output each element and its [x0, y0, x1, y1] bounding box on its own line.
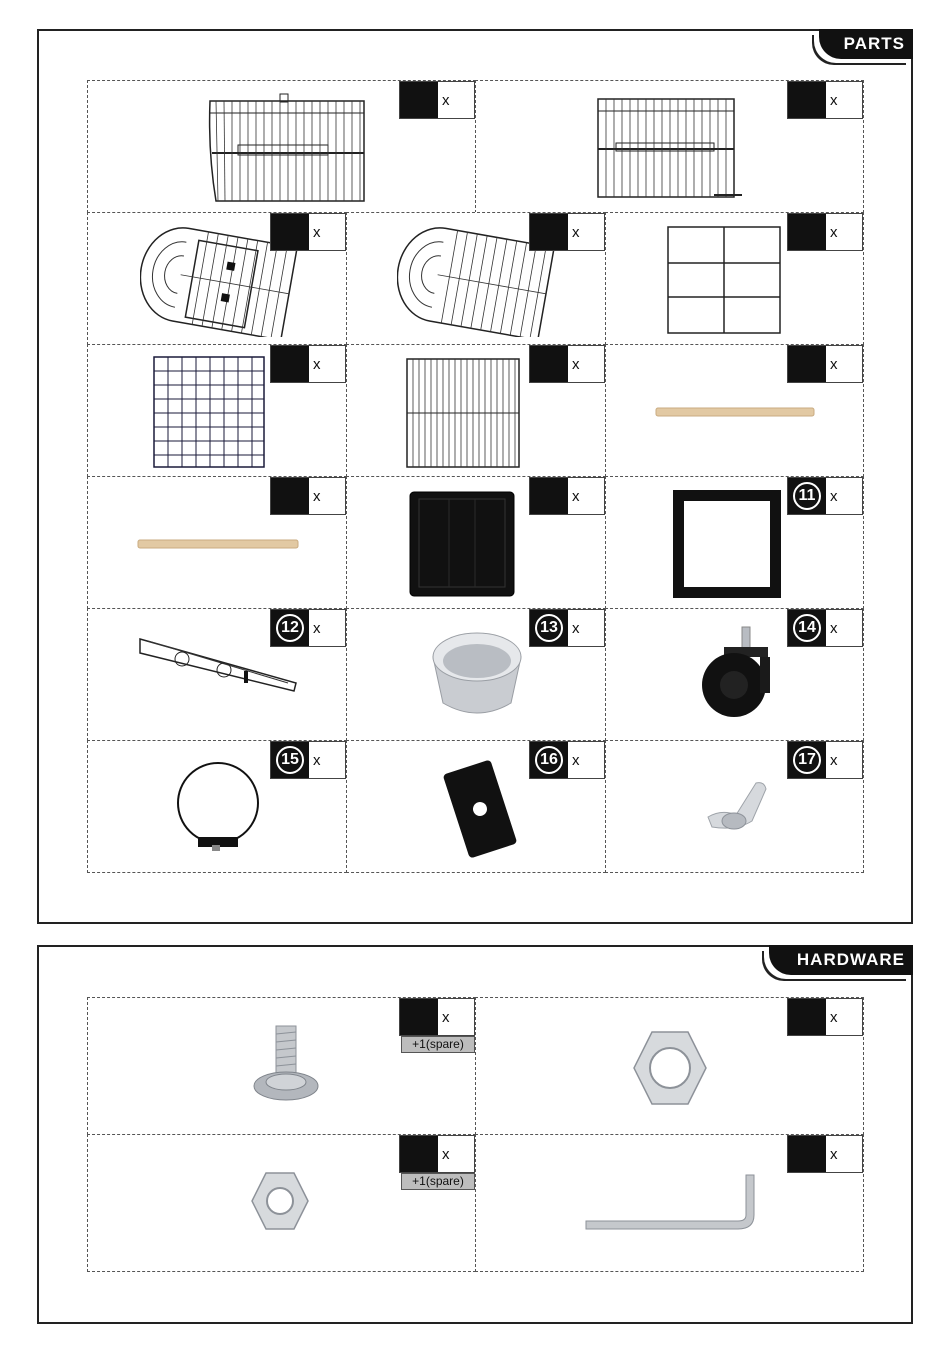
hardware-label-4: [787, 1135, 863, 1173]
hardware-cell-4: [475, 1134, 864, 1272]
part-label-11: [787, 477, 863, 515]
part-cell-8: [605, 344, 864, 477]
part-number-badge: [530, 478, 568, 514]
part-number-badge: [788, 346, 826, 382]
part-label-10: [529, 477, 605, 515]
hardware-qty: x: [442, 1008, 450, 1026]
part-number-badge: 16: [530, 742, 568, 778]
part-qty: x: [830, 487, 838, 505]
part-cell-12: [87, 608, 347, 741]
top-grid-panel-image: [664, 223, 788, 339]
parts-tab: PARTS: [819, 29, 913, 59]
part-number-badge: 15: [271, 742, 309, 778]
hardware-qty: x: [830, 1145, 838, 1163]
part-qty: x: [572, 487, 580, 505]
part-number-badge: [788, 214, 826, 250]
part-qty: x: [313, 487, 321, 505]
part-label-9: [270, 477, 346, 515]
part-label-4: [529, 213, 605, 251]
part-label-12: [270, 609, 346, 647]
part-cell-14: [605, 608, 864, 741]
hardware-label-1: [399, 998, 475, 1036]
part-cell-15: [87, 740, 347, 873]
spare-note: +1(spare): [401, 1036, 475, 1053]
part-cell-4: [346, 212, 606, 345]
part-cell-3: [87, 212, 347, 345]
part-qty: x: [830, 91, 838, 109]
short-perch-image: [136, 537, 300, 551]
part-qty: x: [442, 91, 450, 109]
plastic-tray-image: [407, 489, 517, 599]
part-number-badge: 17: [788, 742, 826, 778]
part-label-1: [399, 81, 475, 119]
part-number-badge: 12: [271, 610, 309, 646]
hardware-number-badge: [788, 1136, 826, 1172]
part-qty: x: [830, 223, 838, 241]
part-label-16: [529, 741, 605, 779]
part-number-badge: [271, 214, 309, 250]
part-cell-9: [87, 476, 347, 609]
part-number-badge: [530, 346, 568, 382]
hardware-label-2: [787, 998, 863, 1036]
part-label-17: [787, 741, 863, 779]
part-label-7: [529, 345, 605, 383]
part-qty: x: [830, 751, 838, 769]
part-number-badge: [271, 346, 309, 382]
hardware-cell-1: [87, 997, 476, 1135]
hardware-label-3: [399, 1135, 475, 1173]
cage-back-panel-image: [594, 95, 744, 201]
part-number-badge: 14: [788, 610, 826, 646]
mesh-grille-image: [150, 351, 270, 473]
hardware-qty: x: [830, 1008, 838, 1026]
part-number-badge: 13: [530, 610, 568, 646]
part-qty: x: [572, 355, 580, 373]
part-cell-5: [605, 212, 864, 345]
hardware-cell-3: [87, 1134, 476, 1272]
part-cell-6: [87, 344, 347, 477]
wing-nut-image: [702, 773, 772, 837]
part-qty: x: [313, 751, 321, 769]
part-number-badge: [530, 214, 568, 250]
hardware-number-badge: [400, 1136, 438, 1172]
part-qty: x: [313, 619, 321, 637]
part-label-8: [787, 345, 863, 383]
part-cell-13: [346, 608, 606, 741]
part-label-15: [270, 741, 346, 779]
part-cell-16: [346, 740, 606, 873]
hardware-number-badge: [788, 999, 826, 1035]
bowl-ring-holder-image: [172, 759, 264, 855]
part-qty: x: [572, 223, 580, 241]
part-qty: x: [830, 355, 838, 373]
caster-wheel-image: [698, 623, 782, 727]
allen-key-image: [582, 1171, 760, 1241]
part-qty: x: [313, 223, 321, 241]
part-label-14: [787, 609, 863, 647]
part-qty: x: [313, 355, 321, 373]
tray-frame-image: [670, 487, 784, 601]
part-qty: x: [572, 751, 580, 769]
part-label-6: [270, 345, 346, 383]
hardware-cell-2: [475, 997, 864, 1135]
part-qty: x: [830, 619, 838, 637]
cage-front-panel-image: [206, 93, 376, 205]
part-qty: x: [572, 619, 580, 637]
long-perch-image: [654, 405, 816, 419]
part-cell-10: [346, 476, 606, 609]
hardware-tab: HARDWARE: [769, 945, 913, 975]
bar-grille-image: [403, 355, 523, 471]
part-cell-1: [87, 80, 476, 213]
part-label-3: [270, 213, 346, 251]
part-number-badge: [788, 82, 826, 118]
bolt-image: [248, 1022, 322, 1112]
part-number-badge: 11: [788, 478, 826, 514]
part-cell-17: [605, 740, 864, 873]
part-cell-2: [475, 80, 864, 213]
part-cell-7: [346, 344, 606, 477]
hardware-number-badge: [400, 999, 438, 1035]
part-number-badge: [400, 82, 438, 118]
rubber-pad-image: [437, 759, 523, 859]
part-number-badge: [271, 478, 309, 514]
hardware-qty: x: [442, 1145, 450, 1163]
part-label-2: [787, 81, 863, 119]
part-label-13: [529, 609, 605, 647]
small-hex-nut-image: [248, 1169, 312, 1233]
part-cell-11: [605, 476, 864, 609]
feeding-bowl-image: [427, 627, 527, 721]
large-hex-nut-image: [630, 1028, 710, 1108]
part-label-5: [787, 213, 863, 251]
spare-note: +1(spare): [401, 1173, 475, 1190]
